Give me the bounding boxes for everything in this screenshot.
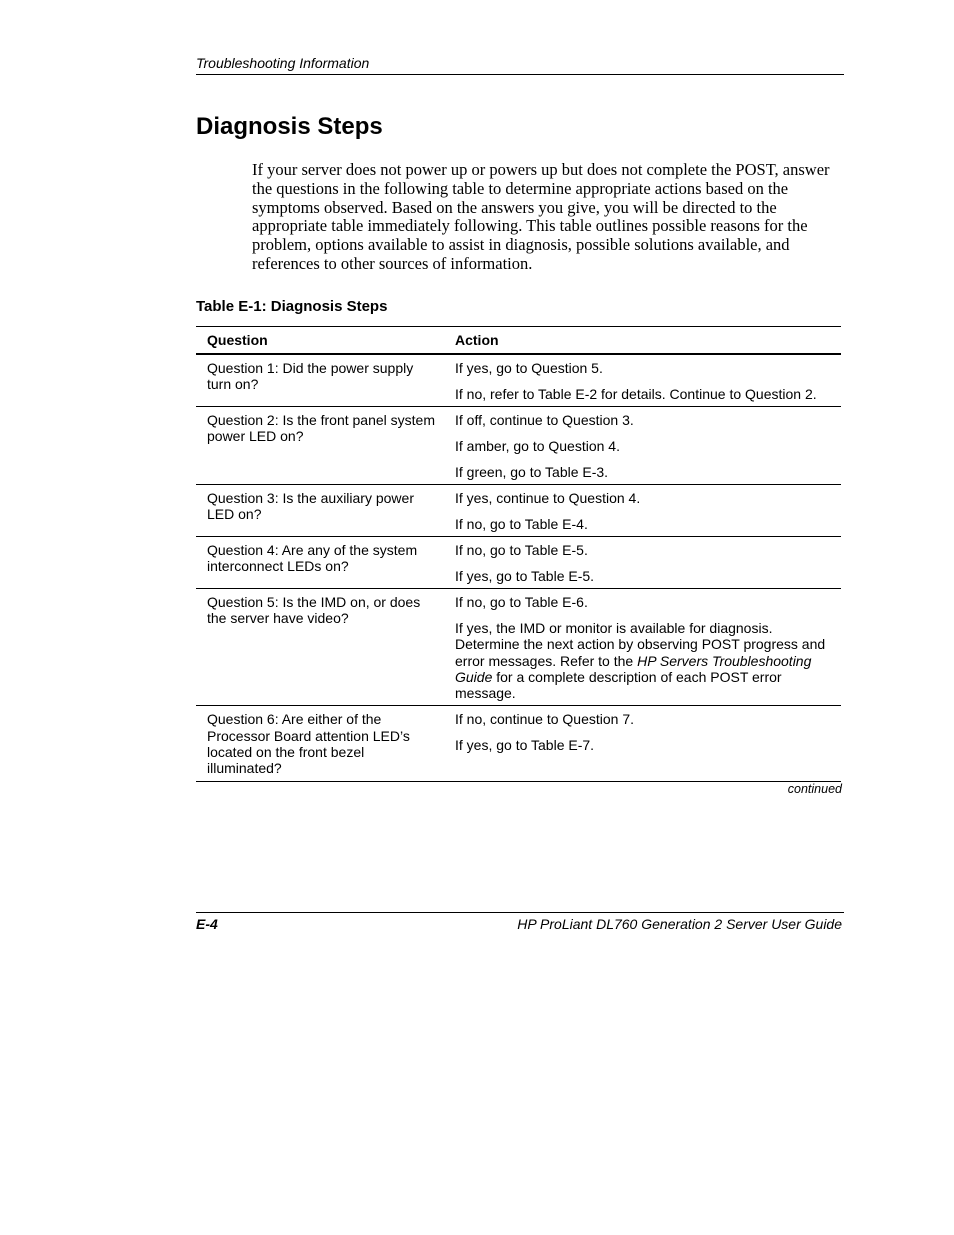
column-header-action: Action (445, 327, 841, 355)
table-header-row (196, 327, 841, 355)
table-row (196, 407, 841, 485)
action-line: If no, go to Table E-5. (455, 542, 588, 559)
table-row (196, 354, 841, 407)
table-row (196, 537, 841, 589)
running-head: Troubleshooting Information (196, 55, 844, 75)
continued-note: continued (787, 782, 842, 796)
action-line: If green, go to Table E-3. (455, 463, 609, 480)
action-line: If amber, go to Question 4. (455, 437, 620, 454)
column-header-question: Question (196, 327, 445, 355)
table-row (196, 706, 841, 781)
action-cell (445, 407, 841, 485)
question-cell: Question 5: Is the IMD on, or does the server have video? (196, 589, 445, 706)
action-cell (445, 706, 841, 781)
action-line: If no, go to Table E-6. (455, 594, 588, 611)
question-cell: Question 4: Are any of the system interconnect LEDs on? (196, 537, 445, 589)
question-cell: Question 6: Are either of the Processor Board attention LED’s located on the front bezel illuminated? (196, 706, 445, 781)
action-line: If no, continue to Question 7. (455, 711, 635, 728)
question-cell: Question 1: Did the power supply turn on? (196, 354, 445, 407)
action-line: If no, refer to Table E-2 for details. Continue to Question 2. (455, 385, 817, 402)
table-row (196, 484, 841, 536)
action-text: for a complete description of each POST error message. (455, 668, 782, 702)
action-line: If no, go to Table E-4. (455, 515, 588, 532)
page-title: Diagnosis Steps (196, 113, 383, 140)
diagnosis-table (196, 326, 841, 782)
action-cell (445, 484, 841, 536)
page-number: E-4 (196, 916, 218, 932)
action-cell (445, 589, 841, 706)
action-text: If yes, the IMD or monitor is available for diagnosis. Determine the next action by observing POST progress and error messages. Refer to the (455, 619, 826, 669)
guide-reference: HP Servers Troubleshooting Guide (455, 652, 812, 685)
table-caption: Table E-1: Diagnosis Steps (196, 298, 388, 315)
action-cell (445, 537, 841, 589)
question-cell: Question 3: Is the auxiliary power LED on? (196, 484, 445, 536)
action-line: If yes, go to Table E-5. (455, 567, 595, 584)
action-line: If off, continue to Question 3. (455, 412, 634, 429)
question-cell: Question 2: Is the front panel system power LED on? (196, 407, 445, 485)
action-line: If yes, go to Question 5. (455, 360, 603, 376)
action-line-with-reference (455, 620, 831, 701)
intro-paragraph: If your server does not power up or powers up but does not complete the POST, answer the questions in the following table to determine appropriate actions based on the symptoms observed. Based on the answers you give, you will be directed to the appropriate table immediately following. This table outlines possible reasons for the problem, options available to assist in diagnosis, possible solutions available, and references to other sources of information. (252, 160, 830, 273)
table-row (196, 589, 841, 706)
action-line: If yes, continue to Question 4. (455, 489, 641, 506)
action-line: If yes, go to Table E-7. (455, 737, 595, 754)
document-title: HP ProLiant DL760 Generation 2 Server User Guide (517, 916, 842, 932)
action-cell (445, 354, 841, 407)
page-footer (196, 912, 844, 932)
